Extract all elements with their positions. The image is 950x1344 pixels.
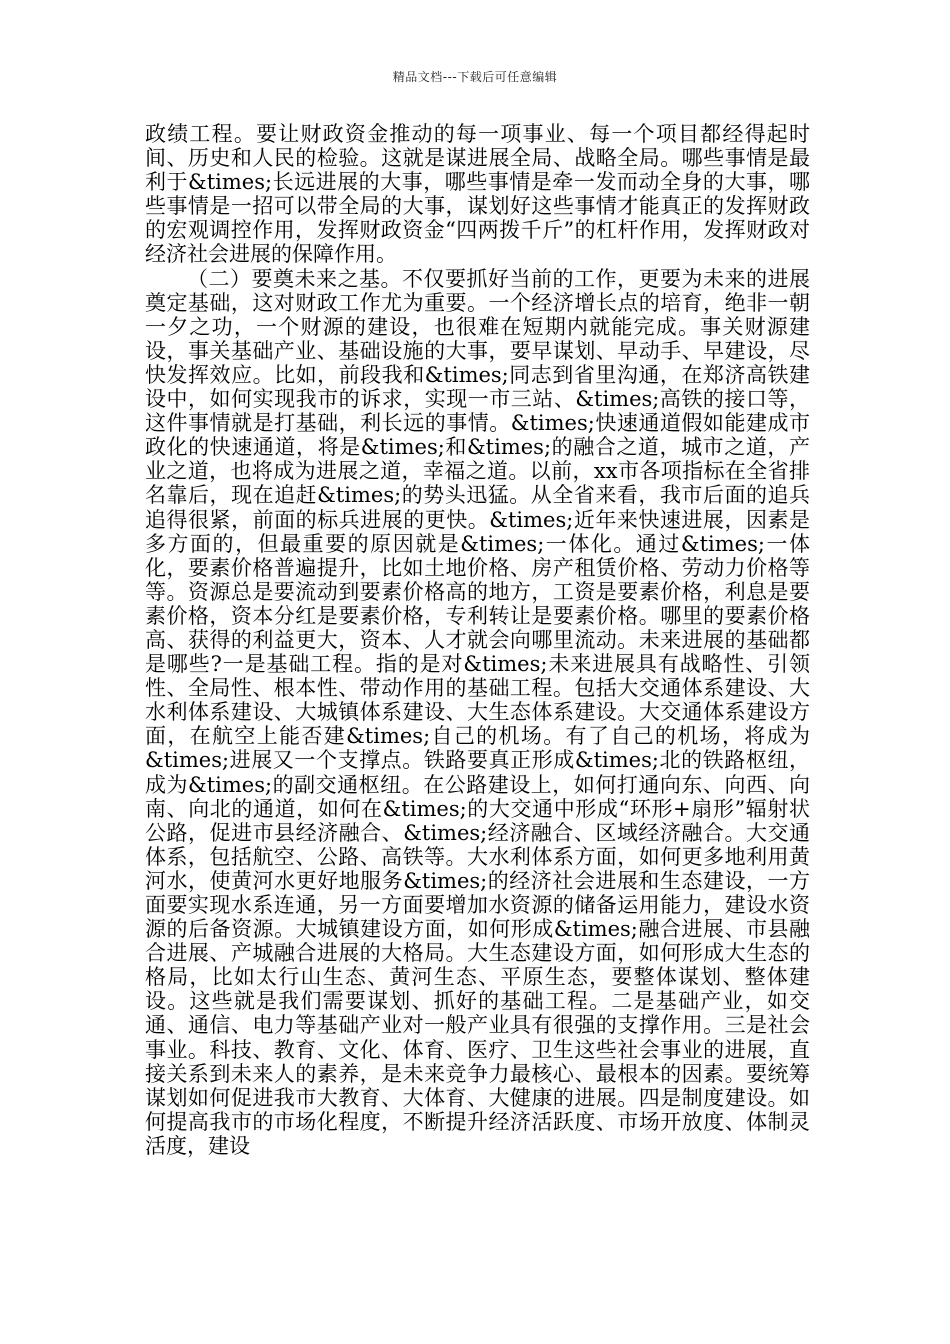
paragraph-continuation: 政绩工程。要让财政资金推动的每一项事业、每一个项目都经得起时间、历史和人民的检验。这就是谋进展全局、战略全局。哪些事情是最利于&times;长远进展的大事，哪些事情是牵一发而动全身的大事，哪些事情是一招可以带全局的大事，谋划好这些事情才能真正的发挥财政的宏观调控作用，发挥财政资金“四两拨千斤”的杠杆作用，发挥财政对经济社会进展的保障作用。 (145, 122, 810, 267)
page-header: 精品文档---下载后可任意编辑 (392, 70, 558, 84)
paragraph-section-two: （二）要奠未来之基。不仅要抓好当前的工作，更要为未来的进展奠定基础，这对财政工作尤为重要。一个经济增长点的培育，绝非一朝一夕之功，一个财源的建设，也很难在短期内就能完成。事关财源建设，事关基础产业、基础设施的大事，要早谋划、早动手、早建设，尽快发挥效应。比如，前段我和&times;同志到省里沟通，在郑济高铁建设中，如何实现我市的诉求，实现一市三站、&times;高铁的接口等，这件事情就是打基础，利长远的事情。&times;快速通道假如能建成市政化的快速通道，将是&times;和&times;的融合之道，城市之道，产业之道，也将成为进展之道，幸福之道。以前，xx市各项指标在全省排名靠后，现在追赶&times;的势头迅猛。从全省来看，我市后面的追兵追得很紧，前面的标兵进展的更快。&times;近年来快速进展，因素是多方面的，但最重要的原因就是&times;一体化。通过&times;一体化，要素价格普遍提升，比如土地价格、房产租赁价格、劳动力价格等等。资源总是要流动到要素价格高的地方，工资是要素价格，利息是要素价格，资本分红是要素价格，专利转让是要素价格。哪里的要素价格高、获得的利益更大，资本、人才就会向哪里流动。未来进展的基础都是哪些?一是基础工程。指的是对&times;未来进展具有战略性、引领性、全局性、根本性、带动作用的基础工程。包括大交通体系建设、大水利体系建设、大城镇体系建设、大生态体系建设。大交通体系建设方面，在航空上能否建&times;自己的机场。有了自己的机场，将成为&times;进展又一个支撑点。铁路要真正形成&times;北的铁路枢纽，成为&times;的副交通枢纽。在公路建设上，如何打通向东、向西、向南、向北的通道，如何在&times;的大交通中形成“环形+扇形”辐射状公路，促进市县经济融合、&times;经济融合、区域经济融合。大交通体系，包括航空、公路、高铁等。大水利体系方面，如何更多地利用黄河水，使黄河水更好地服务&times;的经济社会进展和生态建设，一方面要实现水系连通，另一方面要增加水资源的储备运用能力，建设水资源的后备资源。大城镇建设方面，如何形成&times;融合进展、市县融合进展、产城融合进展的大格局。大生态建设方面，如何形成大生态的格局，比如太行山生态、黄河生态、平原生态，要整体谋划、整体建设。这些就是我们需要谋划、抓好的基础工程。二是基础产业，如交通、通信、电力等基础产业对一般产业具有很强的支撑作用。三是社会事业。科技、教育、文化、体育、医疗、卫生这些社会事业的进展，直接关系到未来人的素养，是未来竞争力最核心、最根本的因素。要统筹谋划如何促进我市大教育、大体育、大健康的进展。四是制度建设。如何提高我市的市场化程度，不断提升经济活跃度、市场开放度、体制灵活度，建设 (145, 266, 810, 1158)
document-body (145, 122, 810, 1158)
